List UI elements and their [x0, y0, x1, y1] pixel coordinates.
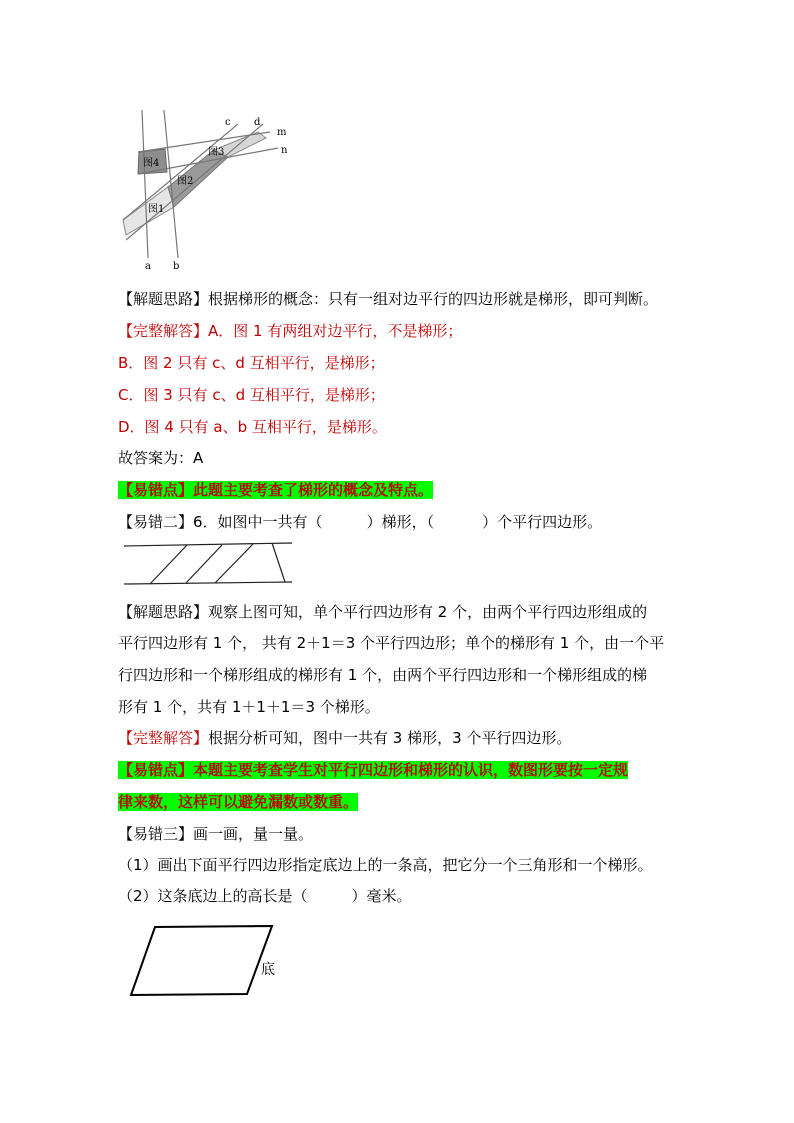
- q6-thinking-1: [118, 601, 647, 623]
- label-fig2: 图2: [177, 176, 194, 187]
- q5-answer-c: C．图 3 只有 c、d 互相平行，是梯形；: [118, 386, 385, 404]
- label-b: b: [173, 261, 180, 272]
- q7-part2-pre: （2）这条底边上的高长是（: [118, 887, 308, 905]
- strip-slant-4: [272, 543, 285, 582]
- q5-answer-d: D．图 4 只有 a、b 互相平行，是梯形。: [118, 418, 387, 436]
- q5-answer-b: B．图 2 只有 c、d 互相平行，是梯形；: [118, 354, 385, 372]
- q5-answer-a: A．图 1 有两组对边平行，不是梯形；: [208, 322, 463, 340]
- parallelogram: [131, 926, 272, 995]
- base-label: 底: [261, 962, 275, 978]
- q6-thinking-line1: 观察上图可知，单个平行四边形有 2 个，由两个平行四边形组成的: [208, 603, 648, 621]
- q6-thinking-line2: 平行四边形有 1 个， 共有 2＋1＝3 个平行四边形；单个的梯形有 1 个，由一个平: [118, 634, 665, 652]
- strip-bottom-line: [124, 582, 292, 584]
- q6-answer: [118, 727, 571, 749]
- q6-question-pre: 6．如图中一共有（: [193, 513, 323, 531]
- strip-slant-3: [215, 544, 253, 583]
- strip-figure: [122, 540, 297, 590]
- label-m: m: [277, 127, 287, 138]
- lines-figure: [118, 110, 318, 275]
- q6-tag: 【易错二】: [118, 513, 194, 531]
- q6-point-1: [118, 759, 628, 781]
- q6-answer-tag: 【完整解答】: [118, 729, 209, 747]
- q5-answer: [118, 320, 462, 342]
- q6-point-line1: 【易错点】本题主要考查学生对平行四边形和梯形的认识，数图形要按一定规: [118, 761, 629, 779]
- q6-thinking-line3: 行四边形和一个梯形组成的梯形有 1 个，由两个平行四边形和一个梯形组成的梯: [118, 666, 648, 684]
- q5-thinking-tag: 【解题思路】: [118, 290, 209, 308]
- q5-final: 故答案为：A: [118, 449, 204, 467]
- q5-answer-tag: 【完整解答】: [118, 322, 209, 340]
- q6-point-2: [118, 791, 358, 813]
- q6-question-post: ）个平行四边形。: [482, 513, 603, 531]
- line-d: [126, 124, 263, 240]
- parallelogram-figure: [128, 922, 303, 1002]
- q7-part2-post: ）毫米。: [351, 887, 412, 905]
- label-d: d: [254, 117, 261, 128]
- strip-slant-2: [186, 545, 222, 583]
- q6-thinking-tag: 【解题思路】: [118, 603, 209, 621]
- label-fig1: 图1: [148, 204, 165, 215]
- q7-part1: （1）画出下面平行四边形指定底边上的一条高，把它分一个三角形和一个梯形。: [118, 856, 653, 874]
- label-a: a: [145, 261, 151, 272]
- q7-header: [118, 823, 313, 845]
- label-fig4: 图4: [143, 158, 160, 169]
- strip-slant-1: [150, 545, 187, 584]
- strip-top-line: [124, 543, 292, 546]
- q7-part2: [118, 885, 412, 907]
- q6-question: [118, 511, 602, 533]
- q5-thinking-text: 根据梯形的概念：只有一组对边平行的四边形就是梯形，即可判断。: [208, 290, 659, 308]
- q5-point: [118, 479, 433, 501]
- label-n: n: [281, 145, 288, 156]
- q6-answer-text: 根据分析可知，图中一共有 3 梯形，3 个平行四边形。: [208, 729, 572, 747]
- q6-thinking-line4: 形有 1 个，共有 1＋1＋1＝3 个梯形。: [118, 698, 380, 716]
- q7-title: 画一画，量一量。: [193, 825, 314, 843]
- label-c: c: [225, 117, 231, 128]
- label-fig3: 图3: [208, 147, 225, 158]
- q7-tag: 【易错三】: [118, 825, 194, 843]
- q6-point-line2: 律来数，这样可以避免漏数或数重。: [118, 793, 359, 811]
- q5-point-text: 【易错点】此题主要考查了梯形的概念及特点。: [118, 481, 434, 499]
- q6-question-mid: ）梯形，（: [366, 513, 435, 531]
- q5-thinking: [118, 288, 658, 310]
- line-a: [142, 110, 148, 258]
